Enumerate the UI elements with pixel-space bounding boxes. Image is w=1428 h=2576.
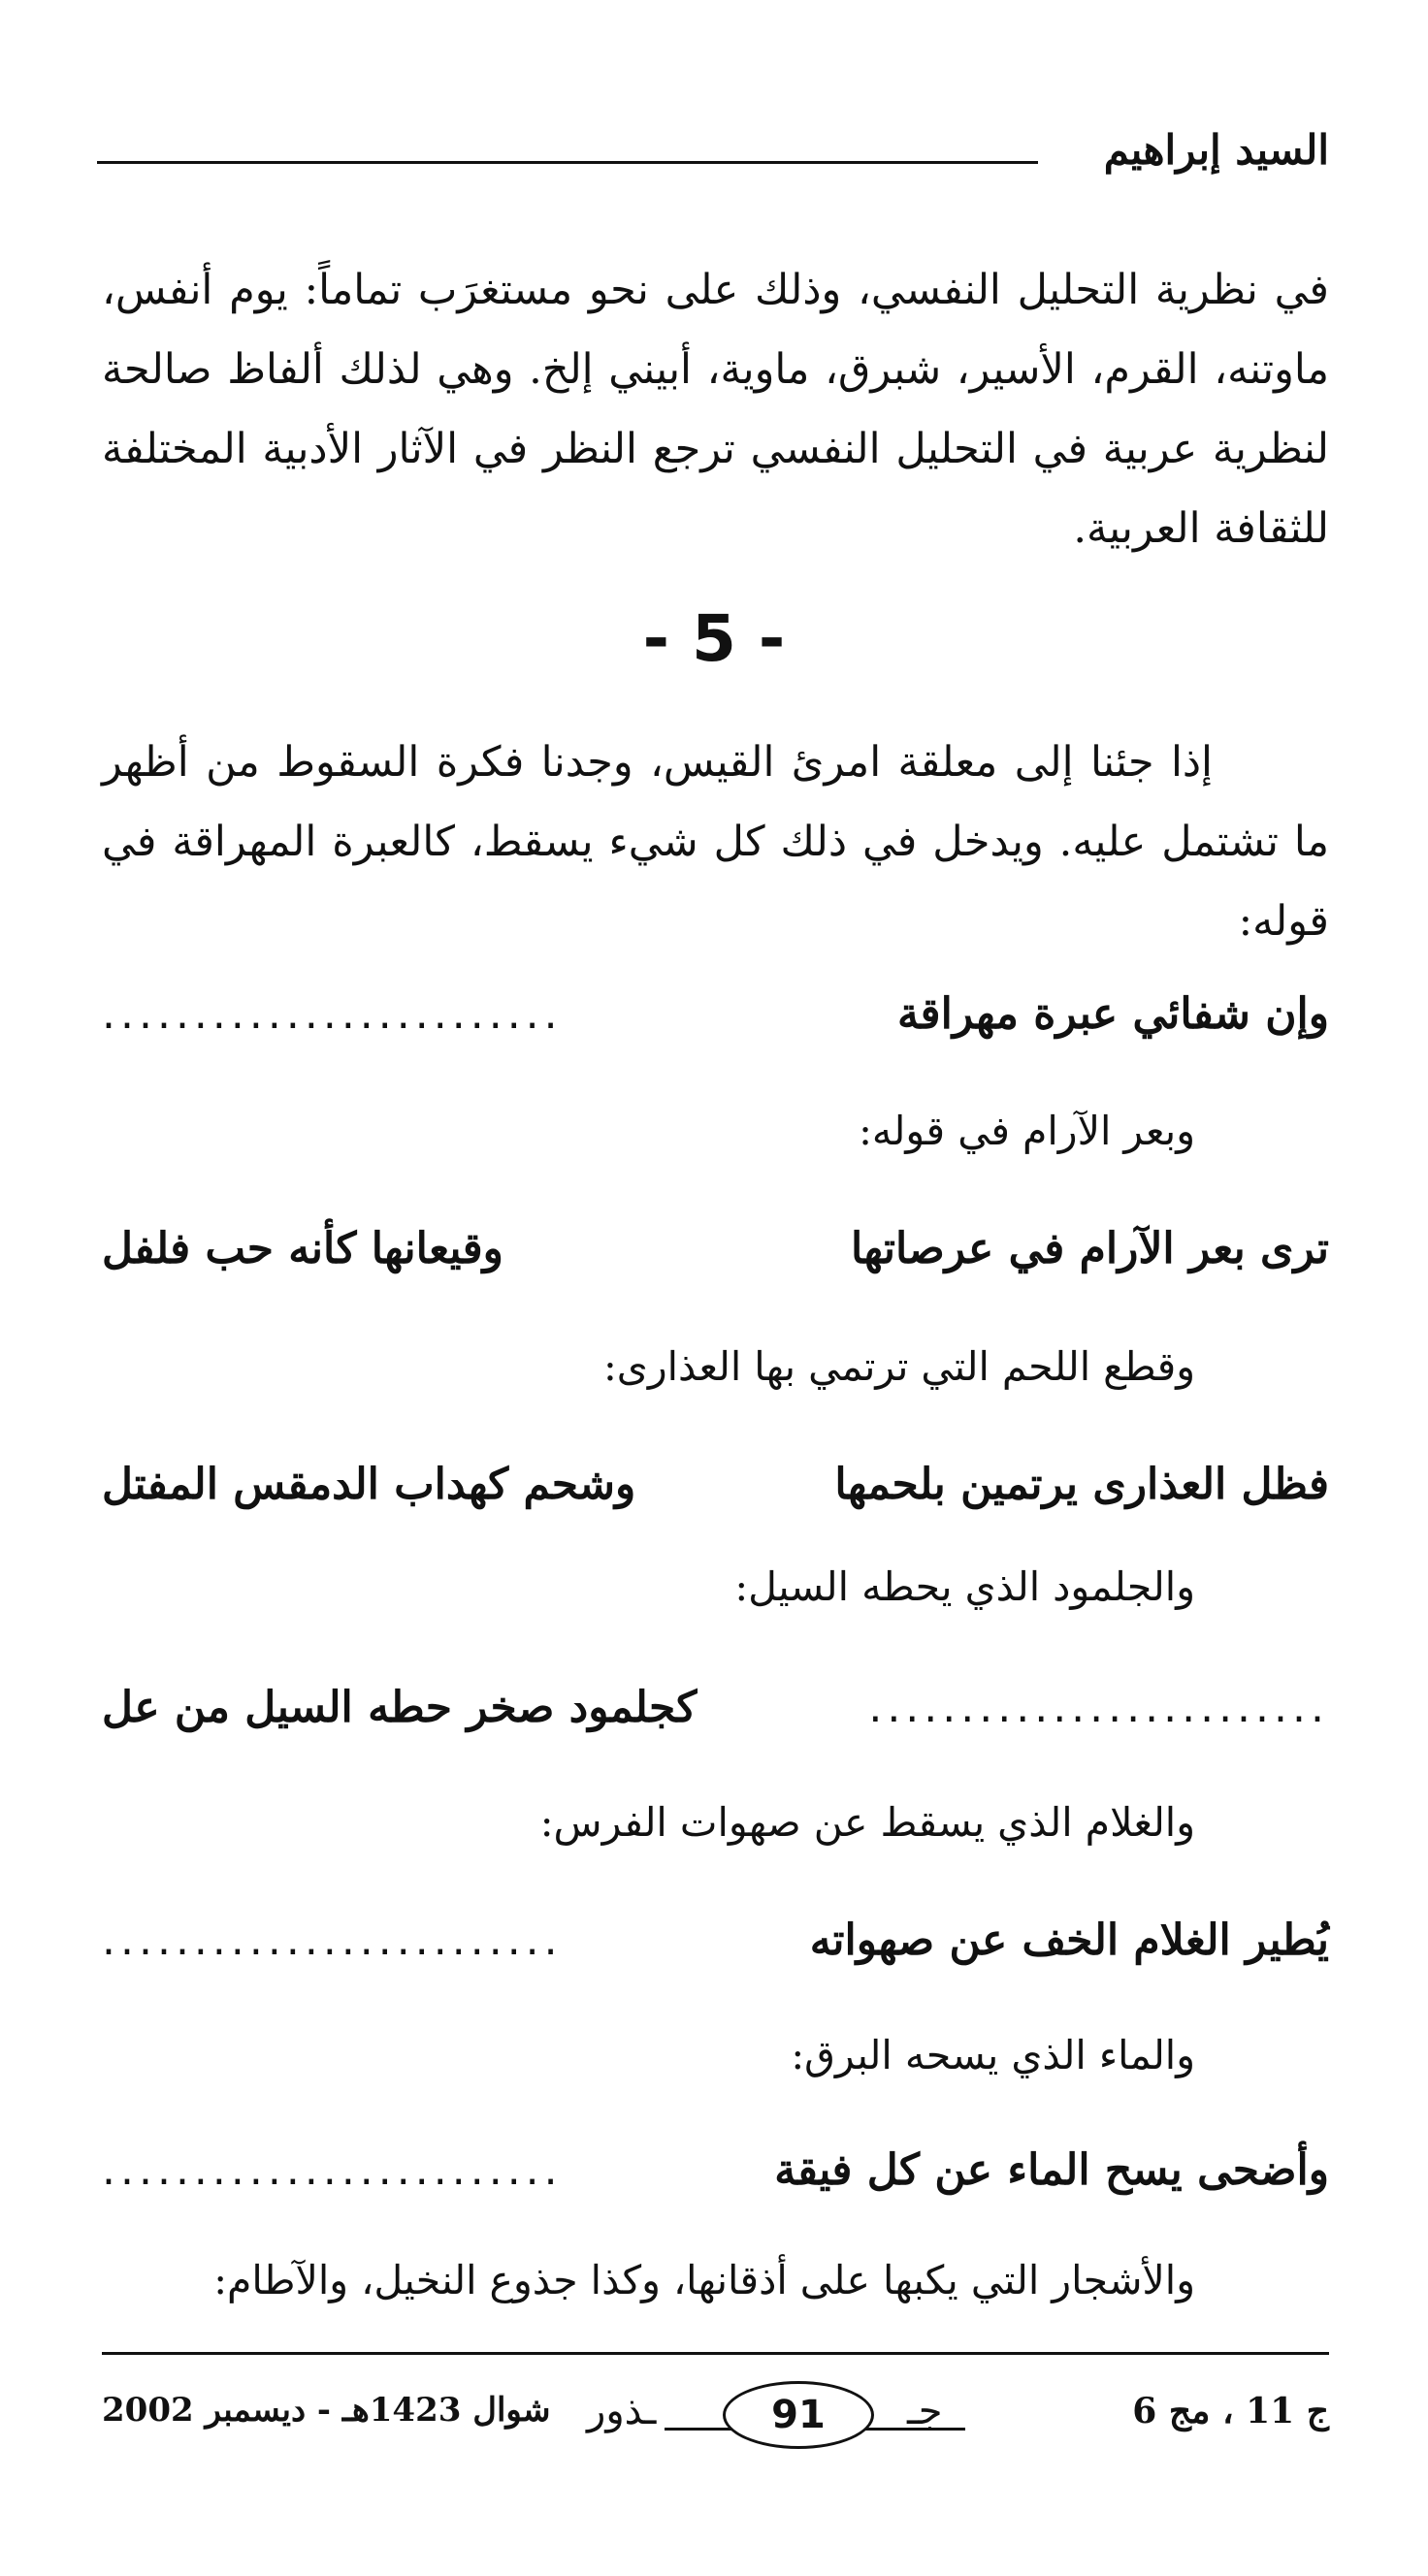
paragraph-1: في نظرية التحليل النفسي، وذلك على نحو مستغرَب تماماً: يوم أنفس، ماوتنه، القرم، الأسير، شبرق، ماوية، أبيني إلخ. وهي لذلك ألفاظ صالحة لنظرية عربية في التحليل النفسي ترجع النظر في الآثار الأدبية المختلفة للثقافة العربية. — [102, 266, 1329, 553]
verse-3-first-hemistich: فظل العذارى يرتمين بلحمها — [834, 1460, 1329, 1509]
journal-prefix: جـ — [907, 2389, 943, 2433]
author-name: السيد إبراهيم — [1103, 126, 1329, 174]
verse-5 — [102, 1916, 1329, 2003]
verse-4-first-hemistich: ......................... — [868, 1683, 1329, 1732]
verse-2-intro: وبعر الآرام في قوله: — [859, 1108, 1195, 1154]
verse-2-second-hemistich: وقيعانها كأنه حب فلفل — [102, 1224, 503, 1273]
verse-6 — [102, 2145, 1329, 2233]
section-number: - 5 - — [642, 601, 786, 676]
verse-4-intro: والجلمود الذي يحطه السيل: — [734, 1563, 1195, 1610]
footer-rule — [102, 2352, 1329, 2355]
issue-volume: ج 11 ، مج 6 — [1132, 2391, 1329, 2431]
verse-2 — [102, 1224, 1329, 1311]
verse-2-first-hemistich: ترى بعر الآرام في عرصاتها — [851, 1224, 1329, 1273]
header-rule — [97, 161, 1038, 164]
verse-5-second-hemistich: ......................... — [102, 1916, 563, 1965]
running-header — [97, 126, 1329, 204]
page-footer — [102, 2371, 1329, 2459]
verse-3-second-hemistich: وشحم كهداب الدمقس المفتل — [102, 1460, 636, 1509]
verse-5-intro: والغلام الذي يسقط عن صهوات الفرس: — [539, 1799, 1195, 1846]
verse-4 — [102, 1683, 1329, 1770]
verse-3 — [102, 1460, 1329, 1547]
journal-mark — [587, 2371, 994, 2459]
verse-1 — [102, 989, 1329, 1077]
page-number: 91 — [723, 2381, 874, 2449]
verse-4-second-hemistich: كجلمود صخر حطه السيل من عل — [102, 1683, 698, 1732]
journal-suffix: ـذور — [587, 2389, 657, 2433]
verse-1-second-hemistich: ......................... — [102, 989, 563, 1039]
verse-5-first-hemistich: يُطير الغلام الخف عن صهواته — [809, 1916, 1329, 1965]
verse-6-first-hemistich: وأضحى يسح الماء عن كل فيقة — [774, 2145, 1329, 2195]
verse-1-first-hemistich: وإن شفائي عبرة مهراقة — [896, 989, 1329, 1039]
verse-6-second-hemistich: ......................... — [102, 2145, 563, 2195]
verse-3-intro: وقطع اللحم التي ترتمي بها العذارى: — [602, 1343, 1195, 1390]
verse-6-intro: والماء الذي يسحه البرق: — [791, 2032, 1195, 2078]
issue-date: شوال 1423هـ - ديسمبر 2002 — [102, 2391, 551, 2430]
closing-line: والأشجار التي يكبها على أذقانها، وكذا جذوع النخيل، والآطام: — [213, 2257, 1195, 2303]
paragraph-2: إذا جئنا إلى معلقة امرئ القيس، وجدنا فكرة السقوط من أظهر ما تشتمل عليه. ويدخل في ذلك كل شيء يسقط، كالعبرة المهراقة في قوله: — [102, 738, 1329, 946]
